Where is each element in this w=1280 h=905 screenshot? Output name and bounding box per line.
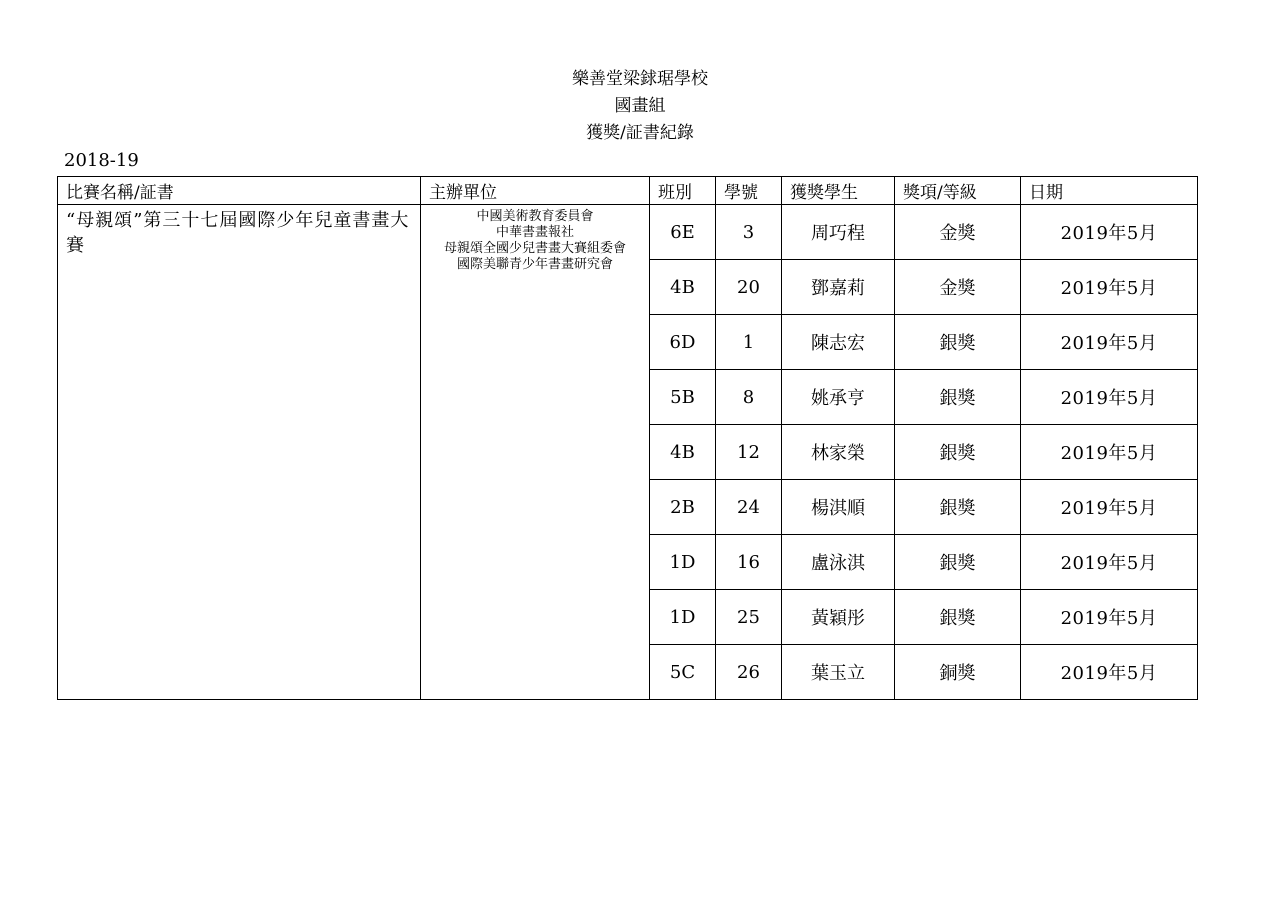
award-cell: 銀獎 (895, 590, 1021, 645)
date-cell: 2019年5月 (1021, 315, 1198, 370)
student-name-cell: 楊淇順 (782, 480, 895, 535)
organizer-item: 國際美聯青少年書畫研究會 (456, 257, 613, 272)
student-number-cell: 24 (716, 480, 782, 535)
school-year: 2018-19 (64, 150, 139, 171)
organizer-list (421, 205, 650, 700)
student-number-cell: 12 (716, 425, 782, 480)
student-number-cell: 26 (716, 645, 782, 700)
organizer-item: 中國美術教育委員會 (476, 209, 594, 224)
awards-table (57, 176, 1198, 700)
document-header (0, 66, 1280, 147)
column-header-competition: 比賽名稱/証書 (58, 177, 421, 205)
award-cell: 銅獎 (895, 645, 1021, 700)
student-name-cell: 姚承亨 (782, 370, 895, 425)
student-name-cell: 葉玉立 (782, 645, 895, 700)
date-cell: 2019年5月 (1021, 535, 1198, 590)
class-cell: 6E (650, 205, 716, 260)
date-cell: 2019年5月 (1021, 370, 1198, 425)
student-name-cell: 盧泳淇 (782, 535, 895, 590)
school-name: 樂善堂梁銶琚學校 (572, 69, 708, 89)
award-cell: 銀獎 (895, 425, 1021, 480)
award-cell: 金獎 (895, 205, 1021, 260)
student-number-cell: 3 (716, 205, 782, 260)
student-name-cell: 周巧程 (782, 205, 895, 260)
date-cell: 2019年5月 (1021, 205, 1198, 260)
document-subtitle: 獲獎/証書紀錄 (586, 123, 694, 143)
student-name-cell: 林家榮 (782, 425, 895, 480)
student-number-cell: 20 (716, 260, 782, 315)
student-number-cell: 25 (716, 590, 782, 645)
organizer-item: 母親頌全國少兒書畫大賽組委會 (443, 241, 626, 256)
date-cell: 2019年5月 (1021, 425, 1198, 480)
class-cell: 6D (650, 315, 716, 370)
organizer-item: 中華書畫報社 (495, 225, 574, 240)
class-cell: 4B (650, 425, 716, 480)
award-cell: 銀獎 (895, 370, 1021, 425)
date-cell: 2019年5月 (1021, 590, 1198, 645)
student-number-cell: 1 (716, 315, 782, 370)
student-name-cell: 陳志宏 (782, 315, 895, 370)
class-cell: 5C (650, 645, 716, 700)
class-cell: 2B (650, 480, 716, 535)
student-number-cell: 16 (716, 535, 782, 590)
date-cell: 2019年5月 (1021, 480, 1198, 535)
award-cell: 金獎 (895, 260, 1021, 315)
class-cell: 1D (650, 590, 716, 645)
class-cell: 5B (650, 370, 716, 425)
column-header-date: 日期 (1021, 177, 1198, 205)
competition-name: “母親頌”第三十七屆國際少年兒童書畫大賽 (58, 205, 421, 700)
table-row (58, 205, 1198, 260)
student-number-cell: 8 (716, 370, 782, 425)
column-header-organizer: 主辦單位 (421, 177, 650, 205)
column-header-student-number: 學號 (716, 177, 782, 205)
column-header-class: 班別 (650, 177, 716, 205)
column-header-student: 獲獎學生 (782, 177, 895, 205)
class-cell: 1D (650, 535, 716, 590)
student-name-cell: 黃穎彤 (782, 590, 895, 645)
award-cell: 銀獎 (895, 315, 1021, 370)
award-cell: 銀獎 (895, 535, 1021, 590)
date-cell: 2019年5月 (1021, 260, 1198, 315)
group-name: 國畫組 (614, 96, 666, 116)
student-name-cell: 鄧嘉莉 (782, 260, 895, 315)
date-cell: 2019年5月 (1021, 645, 1198, 700)
column-header-award: 獎項/等級 (895, 177, 1021, 205)
table-header-row (58, 177, 1198, 205)
class-cell: 4B (650, 260, 716, 315)
award-cell: 銀獎 (895, 480, 1021, 535)
